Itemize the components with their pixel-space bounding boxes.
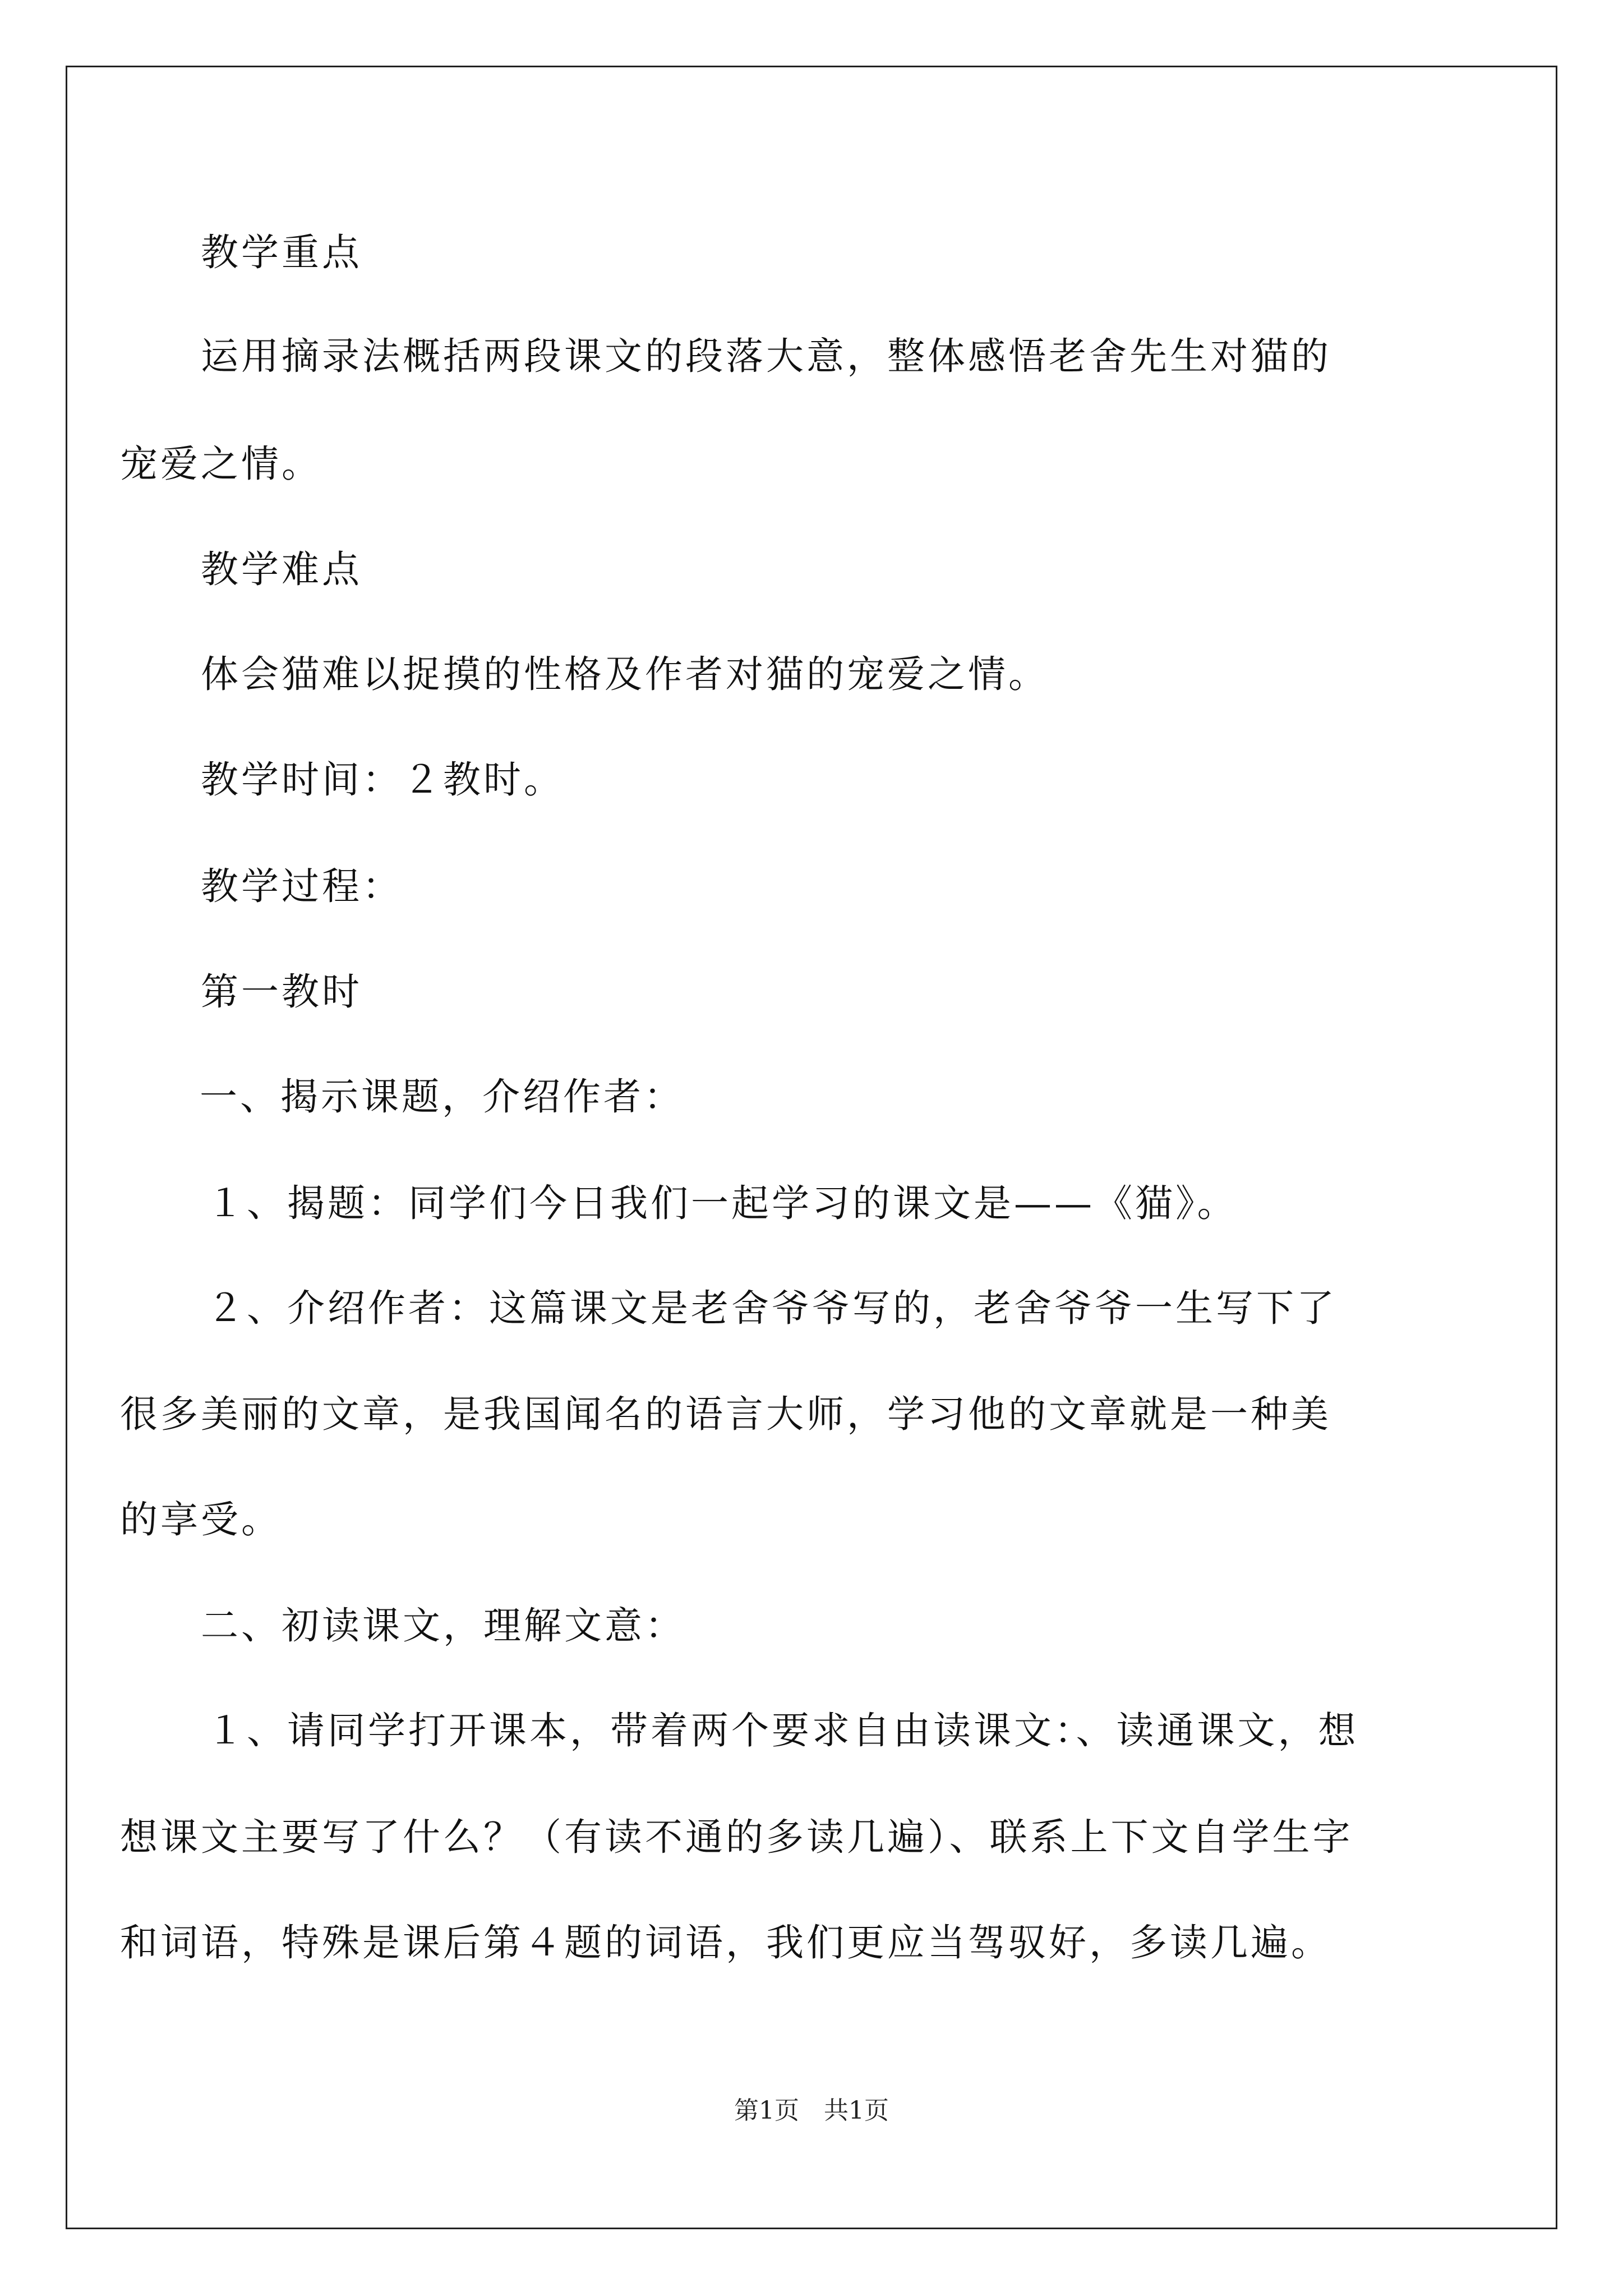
heading-teaching-focus: 教学重点 [201, 231, 362, 274]
paragraph-teaching-time: 教学时间：２教时。 [201, 758, 564, 802]
paragraph-item-2-line-1: ２、介绍作者：这篇课文是老舍爷爷写的，老舍爷爷一生写下了 [206, 1286, 1337, 1330]
paragraph-item-3-line-2: 想课文主要写了什么？（有读不通的多读几遍）、联系上下文自学生字 [120, 1815, 1353, 1859]
paragraph-item-1: １、揭题：同学们今日我们一起学习的课文是——《猫》。 [206, 1181, 1238, 1225]
section-heading-two: 二、初读课文，理解文意： [201, 1604, 685, 1648]
paragraph-focus-line-2: 宠爱之情。 [120, 442, 322, 486]
heading-teaching-process: 教学过程： [201, 864, 403, 908]
paragraph-item-3-line-3: 和词语，特殊是课后第４题的词语，我们更应当驾驭好，多读几遍。 [120, 1921, 1331, 1964]
paragraph-item-3-line-1: １、请同学打开课本，带着两个要求自由读课文：、读通课文，想 [206, 1709, 1359, 1752]
page-number-footer: 第1页 共1页 [734, 2096, 889, 2125]
paragraph-difficulty: 体会猫难以捉摸的性格及作者对猫的宠爱之情。 [201, 652, 1049, 696]
heading-teaching-difficulty: 教学难点 [201, 547, 362, 591]
section-heading-one: 一、揭示课题，介绍作者： [200, 1075, 684, 1119]
page-border [66, 66, 1557, 2229]
paragraph-item-2-line-3: 的享受。 [120, 1498, 282, 1542]
paragraph-item-2-line-2: 很多美丽的文章，是我国闻名的语言大师，学习他的文章就是一种美 [120, 1392, 1331, 1436]
heading-first-lesson: 第一教时 [201, 970, 362, 1014]
paragraph-focus-line-1: 运用摘录法概括两段课文的段落大意，整体感悟老舍先生对猫的 [201, 334, 1331, 378]
